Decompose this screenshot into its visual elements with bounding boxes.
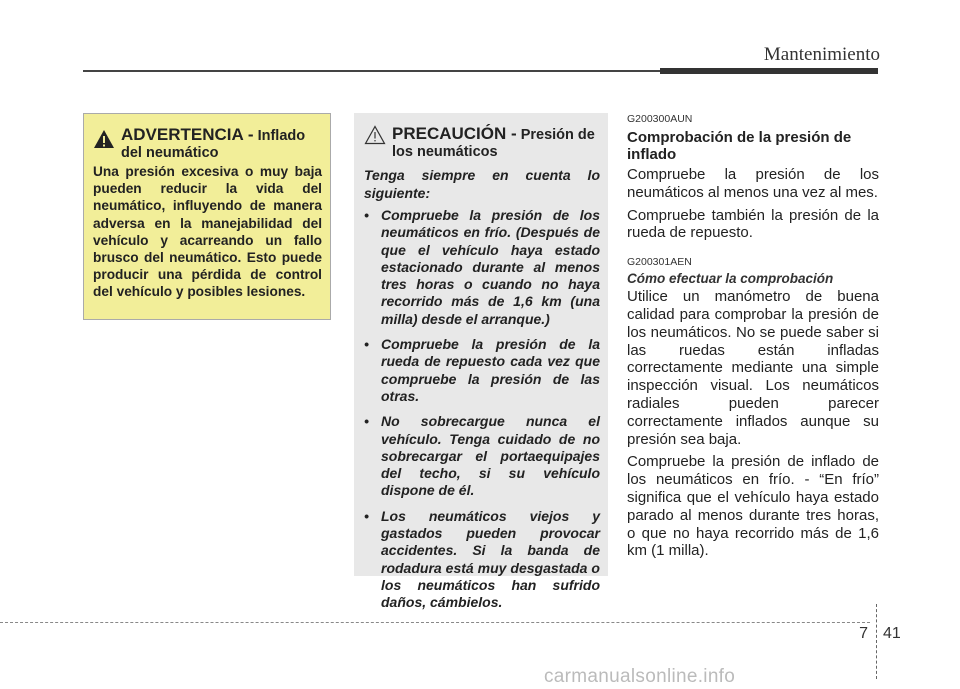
section-subtitle: Cómo efectuar la comprobación: [627, 271, 834, 287]
warning-title-sub-line2: del neumático: [121, 145, 219, 161]
paragraph: Utilice un manómetro de buena calidad para comprobar la presión de los neumáticos. No se puede saber si las ruedas están infladas correctamente mediante una simple inspección visual. Los neumáticos radiales pueden parecer correctamente inflados aunque su presión sea baja.: [627, 288, 879, 448]
header-title: Mantenimiento: [763, 44, 880, 65]
warning-title-sub: Inflado: [257, 128, 306, 144]
paragraph: Compruebe la presión de inflado de los neumáticos en frío. - “En frío” significa que el vehículo haya estado parado al menos durante tres horas, o que no haya recorrido más de 1,6 km (1 milla).: [627, 453, 879, 560]
section-code: G200300AUN: [627, 113, 693, 125]
caution-item: • Compruebe la presión de la rueda de repuesto cada vez que compruebe la presión de las otras.: [364, 336, 600, 404]
caution-item-text: Compruebe la presión de la rueda de repuesto cada vez que compruebe la presión de las otras.: [381, 336, 600, 404]
warning-title-main: ADVERTENCIA -: [121, 125, 254, 144]
caution-intro: Tenga siempre en cuenta lo siguiente:: [364, 167, 600, 201]
warning-title: [121, 126, 305, 162]
warning-body: Una presión excesiva o muy baja pueden reducir la vida del neumático, influyendo de manera adversa en la manejabilidad del vehículo y acarreando un fallo brusco del neumático. Esto puede producir una pérdida de control del vehículo y posibles lesiones.: [93, 164, 322, 300]
warning-heading: [93, 126, 322, 162]
caution-item: • No sobrecargue nunca el vehículo. Tenga cuidado de no sobrecargar el portaequipajes del techo, si su vehículo dispone de él.: [364, 413, 600, 499]
caution-list: [364, 207, 600, 612]
chapter-number: 7: [859, 625, 868, 642]
paragraph: Compruebe también la presión de la rueda de repuesto.: [627, 206, 879, 242]
caution-title-sub-line2: los neumáticos: [392, 144, 498, 160]
caution-title: [392, 125, 595, 161]
paragraph: Compruebe la presión de los neumáticos al menos una vez al mes.: [627, 166, 879, 201]
caution-item-text: No sobrecargue nunca el vehículo. Tenga cuidado de no sobrecargar el portaequipajes del techo, si su vehículo dispone de él.: [381, 413, 600, 499]
watermark: carmanualsonline.info: [544, 666, 736, 687]
caution-item: • Los neumáticos viejos y gastados pueden provocar accidentes. Si la banda de rodadura está muy desgastada o los neumáticos han sufrido daños, cámbielos.: [364, 507, 600, 611]
caution-title-sub: Presión de: [520, 127, 595, 143]
header-rule-accent: [660, 68, 878, 74]
footer-divider: [876, 604, 877, 679]
caution-title-main: PRECAUCIÓN -: [392, 124, 517, 143]
section-code: G200301AEN: [627, 256, 692, 269]
caution-item: • Compruebe la presión de los neumáticos en frío. (Después de que el vehículo haya estado estacionado durante al menos tres horas o cuando no haya recorrido más de 1,6 km (una milla) desde el arranque.): [364, 207, 600, 327]
caution-item-text: Los neumáticos viejos y gastados pueden provocar accidentes. Si la banda de rodadura está muy desgastada o los neumáticos han sufrido daños, cámbielos.: [381, 507, 600, 611]
main-text-column: [627, 113, 879, 565]
section-title: Comprobación de la presión de inflado: [627, 129, 852, 163]
footer-rule: [0, 622, 870, 623]
caution-triangle-icon: [364, 125, 386, 145]
warning-triangle-icon: [93, 129, 115, 149]
caution-box: [354, 113, 608, 611]
caution-item-text: Compruebe la presión de los neumáticos en frío. (Después de que el vehículo haya estado estacionado durante al menos tres horas o cuando no haya recorrido más de 1,6 km (una milla) desde el arranque.): [381, 207, 600, 327]
caution-heading: [364, 125, 600, 161]
warning-box: [83, 113, 331, 320]
page-number: 41: [883, 625, 901, 642]
